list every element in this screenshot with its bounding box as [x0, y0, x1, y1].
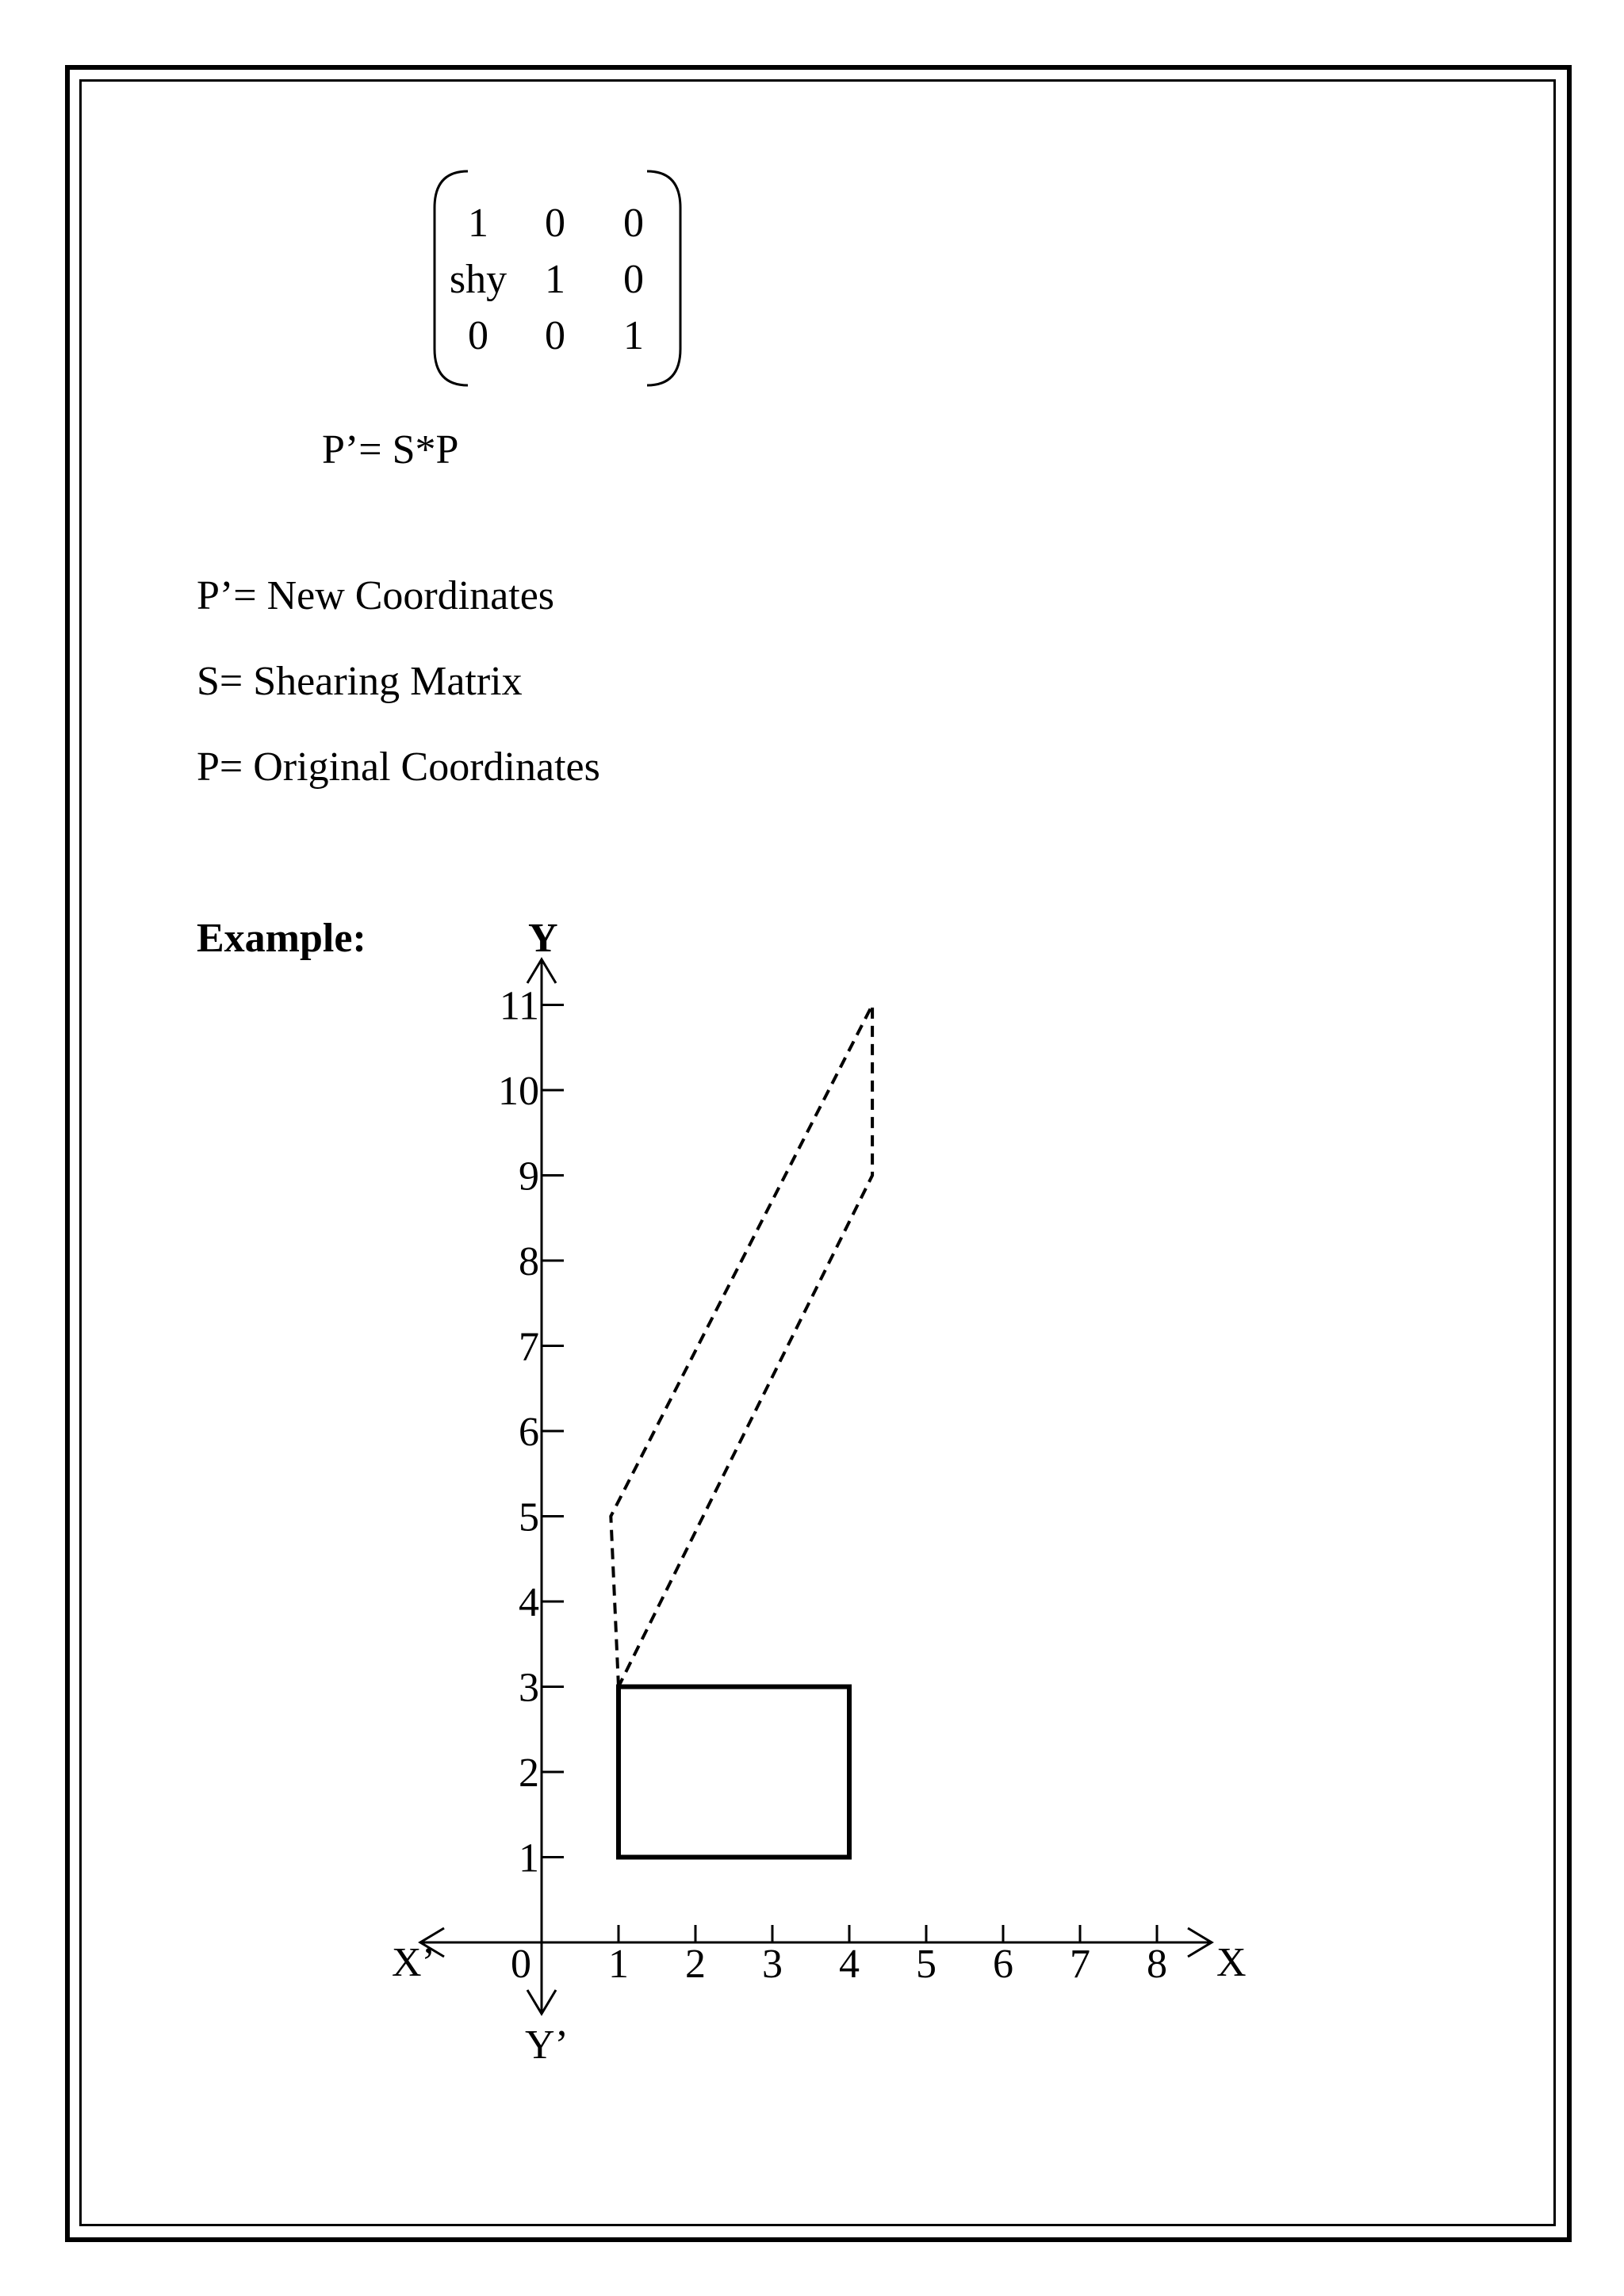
y-tick-label: 8	[519, 1239, 539, 1284]
x-tick-label: 5	[916, 1942, 936, 1987]
x-tick-label: 7	[1070, 1942, 1090, 1987]
matrix-cell: 0	[623, 257, 644, 302]
x-tick-label: 6	[993, 1942, 1013, 1987]
y-tick-label: 10	[498, 1069, 539, 1114]
y-tick-label: 5	[519, 1494, 539, 1540]
y-tick-label: 4	[519, 1580, 539, 1625]
matrix-cell: 1	[545, 257, 565, 302]
definition-shearing-matrix: S= Shearing Matrix	[197, 659, 523, 704]
y-tick-label: 9	[519, 1154, 539, 1200]
y-axis-label: Y	[528, 916, 558, 961]
definition-new-coordinates: P’= New Coordinates	[197, 573, 555, 618]
formula: P’= S*P	[322, 427, 459, 473]
y-neg-axis-label: Y’	[525, 2022, 569, 2068]
original-rectangle	[619, 1687, 849, 1858]
x-tick-label: 3	[762, 1942, 783, 1987]
matrix-cell: 0	[623, 201, 644, 246]
definition-original-coordinates: P= Original Coordinates	[197, 744, 600, 790]
y-tick-label: 6	[519, 1410, 539, 1455]
y-tick-label: 7	[519, 1324, 539, 1370]
matrix-cell: 0	[545, 313, 565, 358]
example-heading: Example:	[197, 916, 366, 961]
y-tick-label: 11	[499, 983, 539, 1029]
sheared-shape	[611, 1005, 872, 1687]
matrix-cell: 0	[545, 201, 565, 246]
matrix-cell: 1	[468, 201, 488, 246]
x-tick-label: 2	[685, 1942, 706, 1987]
matrix-cell: 0	[468, 313, 488, 358]
y-tick-label: 2	[519, 1751, 539, 1796]
matrix-cell: shy	[449, 257, 508, 302]
x-tick-label: 1	[608, 1942, 629, 1987]
x-tick-label: 4	[839, 1942, 860, 1987]
y-tick-label: 1	[519, 1835, 539, 1881]
x-axis-label: X	[1216, 1940, 1247, 1985]
x-neg-axis-label: X’	[392, 1940, 435, 1985]
x-tick-label: 8	[1147, 1942, 1167, 1987]
y-tick-label: 3	[519, 1665, 539, 1711]
matrix-cell: 1	[623, 313, 644, 358]
origin-label: 0	[511, 1942, 531, 1987]
